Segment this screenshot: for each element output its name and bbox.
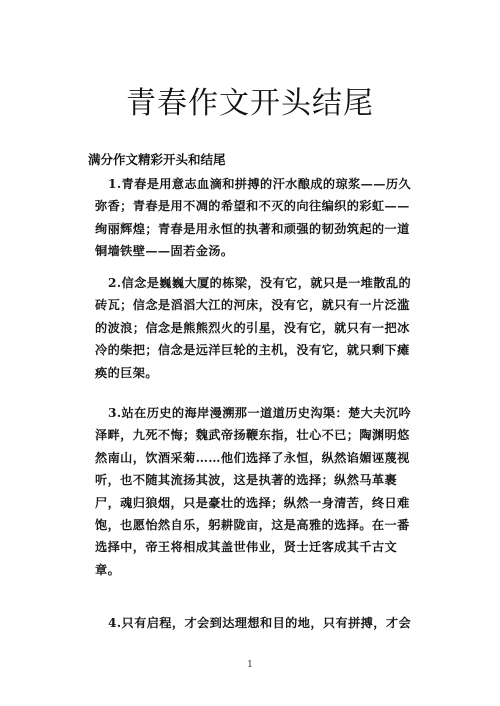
- page-number: 1: [247, 660, 253, 670]
- paragraph-1: [95, 173, 430, 263]
- text-line: 4.只有启程，才会到达理想和目的地，只有拼搏，才会: [108, 616, 412, 630]
- text-line: 砖瓦；信念是滔滔大江的河床，没有它，就只有一片泛滥: [95, 298, 410, 313]
- text-line: 饱，也愿怡然自乐，躬耕陇亩，这是高雅的选择。在一番: [95, 517, 410, 532]
- text-line: 弥香；青春是用不凋的希望和不灭的向往编织的彩虹——: [95, 199, 410, 214]
- text-line: 痪的巨架。: [95, 365, 158, 380]
- text-line: 然南山，饮酒采菊……他们选择了永恒，纵然谄媚诬蔑视: [95, 450, 410, 465]
- text-line: 听，也不随其流扬其波，这是执著的选择；纵然马革裹: [95, 473, 398, 488]
- text-line: 泽畔，九死不悔；魏武帝扬鞭东指，壮心不已；陶渊明悠: [95, 428, 410, 443]
- text-line: 2.信念是巍巍大厦的栋梁，没有它，就只是一堆散乱的: [108, 276, 412, 290]
- text-line: 选择中，帝王将相成其盖世伟业，贤士迁客成其千古文: [95, 540, 398, 555]
- text-line: 冷的柴把；信念是远洋巨轮的主机，没有它，就只剩下瘫: [95, 343, 410, 358]
- paragraph-4: [95, 612, 430, 634]
- text-line: 的波浪；信念是熊熊烈火的引星，没有它，就只有一把冰: [95, 320, 410, 335]
- text-line: 章。: [95, 562, 121, 577]
- text-line: 1.青春是用意志血滴和拼搏的汗水酿成的琼浆——历久: [108, 177, 412, 191]
- text-line: 铜墙铁壁——固若金汤。: [95, 244, 234, 259]
- text-line: 绚丽辉煌；青春是用永恒的执著和顽强的韧劲筑起的一道: [95, 221, 410, 236]
- document-subtitle: 满分作文精彩开头和结尾: [88, 152, 226, 167]
- paragraph-3: [95, 402, 430, 581]
- paragraph-2: [95, 272, 430, 384]
- text-line: 3.站在历史的海岸漫溯那一道道历史沟渠：楚大夫沉吟: [108, 406, 412, 420]
- text-line: 尸，魂归狼烟，只是豪壮的选择；纵然一身清苦，终日难: [95, 495, 410, 510]
- document-title: 青春作文开头结尾: [126, 86, 374, 121]
